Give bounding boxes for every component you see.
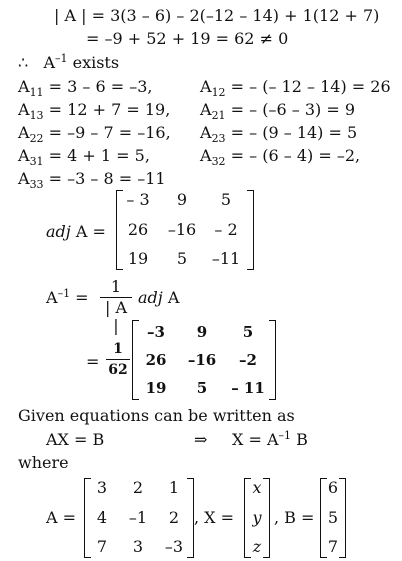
vector-cell: 5 [327,508,339,527]
fraction-numerator: 1 [113,341,123,357]
matrix-cell: – 3 [126,190,150,209]
cofactor-a23: $A_{23}$ = – (9 – 14) = 5 [200,123,358,145]
inverse-symbol: A [43,53,56,72]
matrix-cell: 19 [127,249,149,268]
equals-sign: = [86,352,100,371]
matrix-cell: 1 [168,478,180,497]
adj-matrix [116,190,254,270]
cofactor-a32: $A_{32}$ = – (6 – 4) = –2, [200,146,361,168]
variable-vector [244,478,270,558]
matrix-cell: 5 [242,323,254,341]
fraction-numerator: 1 [110,277,122,296]
vector-cell: 7 [327,537,339,556]
cofactor-a11: $A_{11} = 3 - 6 = -3$, [18,77,153,99]
therefore-symbol: ∴ [18,53,29,72]
matrix-cell: –11 [211,249,241,268]
matrix-cell: 3 [96,478,108,497]
matrix-cell: –16 [187,351,217,369]
matrix-cell: 9 [196,323,208,341]
inverse-superscript: –1 [55,52,68,65]
fraction-one-over-det [100,278,132,335]
matrix-cell: –3 [147,323,165,341]
matrix-cell: 2 [168,508,180,527]
cofactor-a31: $A_{31} = 4 + 1 = 5$, [18,146,150,168]
coefficient-matrix [84,478,194,558]
matrix-cell: 3 [132,537,144,556]
matrix-cell: 7 [96,537,108,556]
matrix-cell: 5 [220,190,232,209]
matrix-cell: –1 [128,508,148,527]
matrix-cell: 5 [196,379,208,397]
matrix-cell: –16 [167,220,197,239]
fraction-denominator: | A | [104,298,128,335]
cofactor-a12: $A_{12}$ = – (– 12 – 14) = 26 [200,77,391,99]
matrix-cell: 26 [127,220,149,239]
a-label: A = [46,508,77,527]
inverse-exists-line [18,53,119,75]
adj-label: adj A = [46,222,106,241]
where-text: where [18,453,69,472]
x-label: , X = [194,508,235,527]
matrix-cell: 2 [132,478,144,497]
inverse-lhs: $A^{-1}$ = [46,287,89,307]
cofactor-a13: $A_{13} = 12 + 7 = 19$, [18,100,171,122]
b-label: , B = [274,508,315,527]
determinant-line-1: | A | = 3(3 – 6) – 2(–12 – 14) + 1(12 + 7) [54,6,380,25]
cofactor-a33: $A_{33} = -3 - 8 = -11$ [18,169,166,191]
matrix-cell: 26 [145,351,167,369]
fraction-denominator: 62 [108,362,128,378]
given-equations-text: Given equations can be written as [18,406,295,425]
vector-cell: z [252,537,262,556]
vector-cell: 6 [327,478,339,497]
matrix-cell: – 11 [231,379,265,397]
matrix-cell: –3 [164,537,184,556]
cofactor-a22: $A_{22} = -9 - 7 = -16$, [18,123,171,145]
constant-vector [320,478,346,558]
matrix-cell: 5 [176,249,188,268]
matrix-cell: – 2 [214,220,238,239]
ax-equals-b: AX = B [46,430,105,449]
matrix-cell: 9 [176,190,188,209]
implies-arrow: ⇒ [194,430,208,449]
vector-cell: x [252,478,262,497]
determinant-line-2: = –9 + 52 + 19 = 62 ≠ 0 [86,29,289,48]
matrix-cell: –2 [239,351,257,369]
matrix-cell: 19 [145,379,167,397]
inverse-matrix [132,320,276,400]
matrix-cell: 4 [96,508,108,527]
exists-text: exists [67,53,120,72]
cofactor-a21: $A_{21}$ = – (–6 – 3) = 9 [200,100,355,122]
adj-a-term: adj A [138,288,180,307]
x-equals-ainv-b: $X = A^{-1}$ B [232,429,308,449]
right-bracket [247,190,254,270]
right-bracket [269,320,276,400]
fraction-one-over-62 [106,340,130,379]
vector-cell: y [252,508,262,527]
